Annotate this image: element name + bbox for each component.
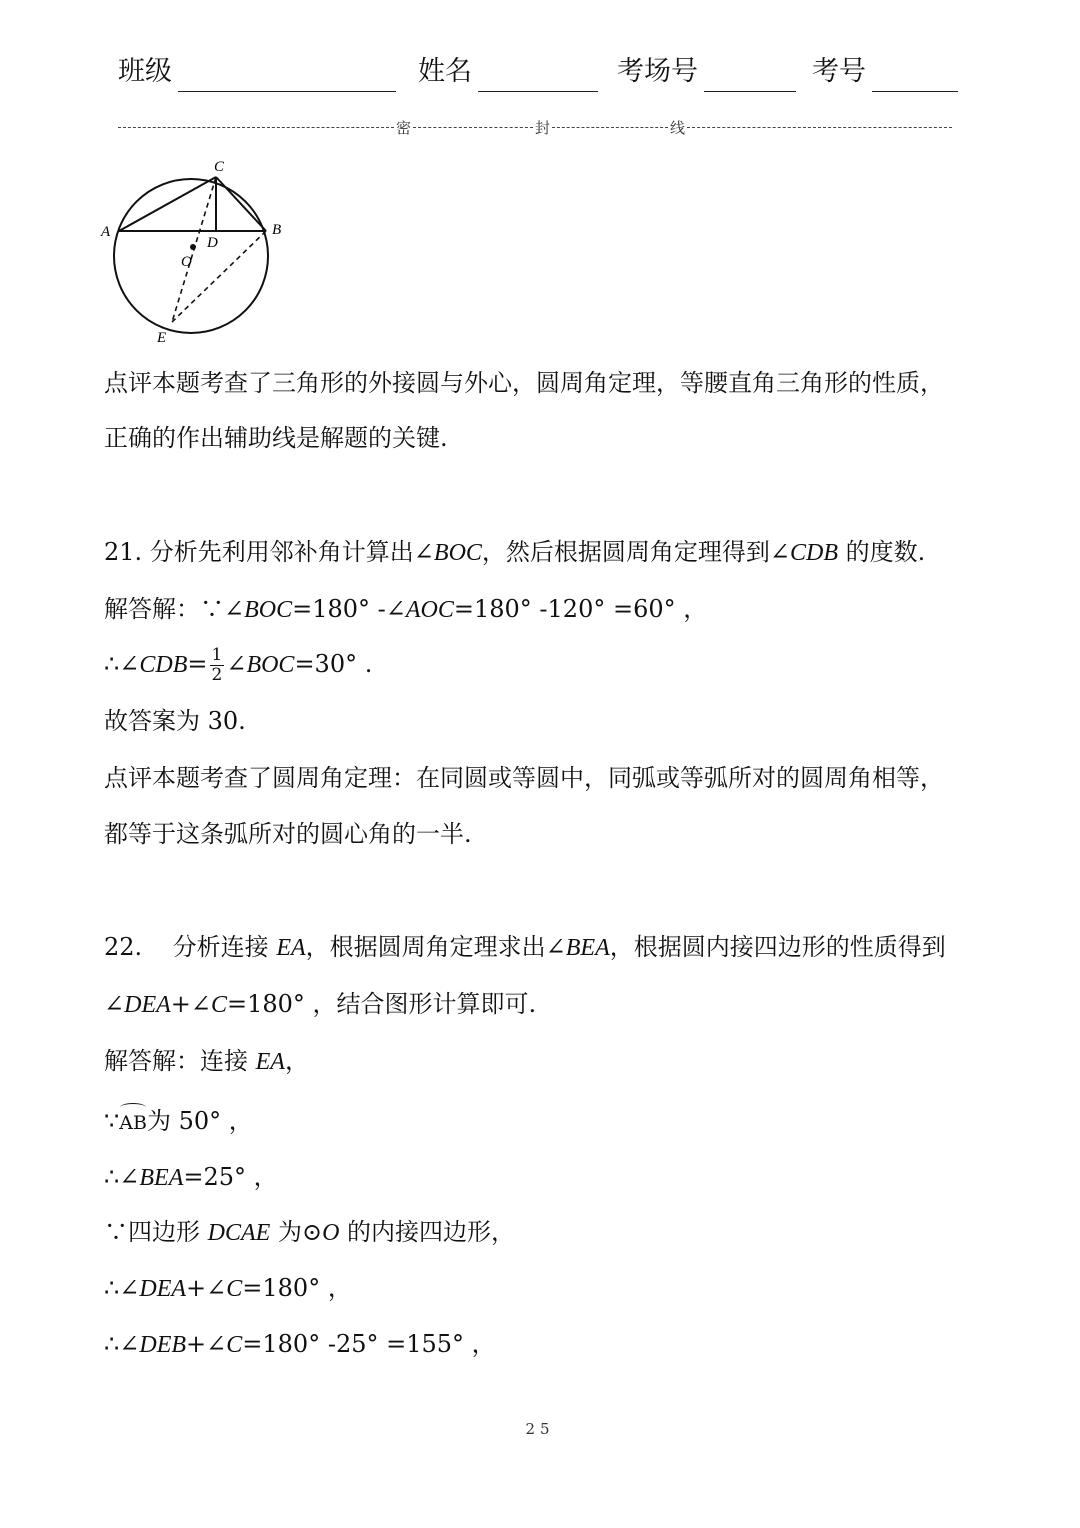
seal-dash [552, 127, 668, 128]
room-field [617, 52, 796, 92]
seal-dash [413, 127, 533, 128]
q21-analysis: 21. 分析先利用邻补角计算出∠BOC，然后根据圆周角定理得到∠CDB 的度数. [104, 538, 926, 566]
q22-analysis-line1: 22. 分析连接 EA，根据圆周角定理求出∠BEA，根据圆内接四边形的性质得到 [104, 933, 946, 961]
fraction-one-half: $\frac{1}{2}$ [211, 645, 223, 685]
review-20-line2: 正确的作出辅助线是解题的关键. [104, 424, 448, 452]
q22-angle-bea: ∴∠BEA=25° ， [104, 1163, 278, 1191]
q21-solution: 解答解：∵∠BOC=180° -∠AOC=180° -120° =60° ， [104, 595, 708, 623]
name-label: 姓名 [418, 56, 472, 87]
number-field [812, 52, 958, 92]
segment-cb [216, 177, 266, 231]
seal-dash [118, 127, 394, 128]
label-b: B [272, 222, 282, 238]
seal-char-mi: 密 [396, 118, 412, 137]
exam-header [0, 52, 1080, 96]
label-e: E [157, 330, 167, 346]
class-label: 班级 [118, 56, 172, 87]
circle-figure [95, 150, 305, 350]
name-blank [478, 59, 598, 92]
label-a: A [101, 224, 111, 240]
q21-therefore: ∴∠CDB= $\frac{1}{2}$ ∠BOC=30° . [104, 645, 373, 685]
arc-ab-symbol: AB [119, 1106, 147, 1140]
page-number: 25 [525, 1420, 555, 1438]
q21-answer: 故答案为 30. [104, 707, 246, 735]
center-point-o [190, 244, 196, 250]
q21-review-line2: 都等于这条弧所对的圆心角的一半. [104, 820, 472, 848]
review-20-line1: 点评本题考查了三角形的外接圆与外心，圆周角定理，等腰直角三角形的性质， [104, 369, 944, 397]
seal-line [118, 117, 952, 137]
label-o: O [181, 254, 192, 270]
number-blank [872, 59, 958, 92]
room-label: 考场号 [617, 56, 698, 87]
class-field [118, 52, 396, 92]
number-label: 考号 [812, 56, 866, 87]
q22-angle-sum: ∴∠DEA+∠C=180° ， [104, 1274, 352, 1302]
name-field [418, 52, 598, 92]
class-blank [178, 59, 396, 92]
seal-char-xian: 线 [670, 118, 686, 137]
seal-char-feng: 封 [535, 118, 551, 137]
q21-review-line1: 点评本题考查了圆周角定理：在同圆或等圆中，同弧或等弧所对的圆周角相等， [104, 764, 944, 792]
q22-arc-ab: ∵AB为 50° ， [104, 1104, 253, 1140]
room-blank [704, 59, 796, 92]
q22-angle-deb: ∴∠DEB+∠C=180° -25° =155° ， [104, 1330, 496, 1358]
seal-dash [687, 127, 952, 128]
q22-solution-connect: 解答解：连接 EA， [104, 1047, 309, 1075]
label-c: C [214, 159, 225, 175]
q22-inscribed-quad: ∵四边形 DCAE 为⊙O 的内接四边形， [104, 1218, 516, 1246]
label-d: D [207, 235, 218, 251]
q22-analysis-line2: ∠DEA+∠C=180° ，结合图形计算即可. [104, 990, 537, 1018]
